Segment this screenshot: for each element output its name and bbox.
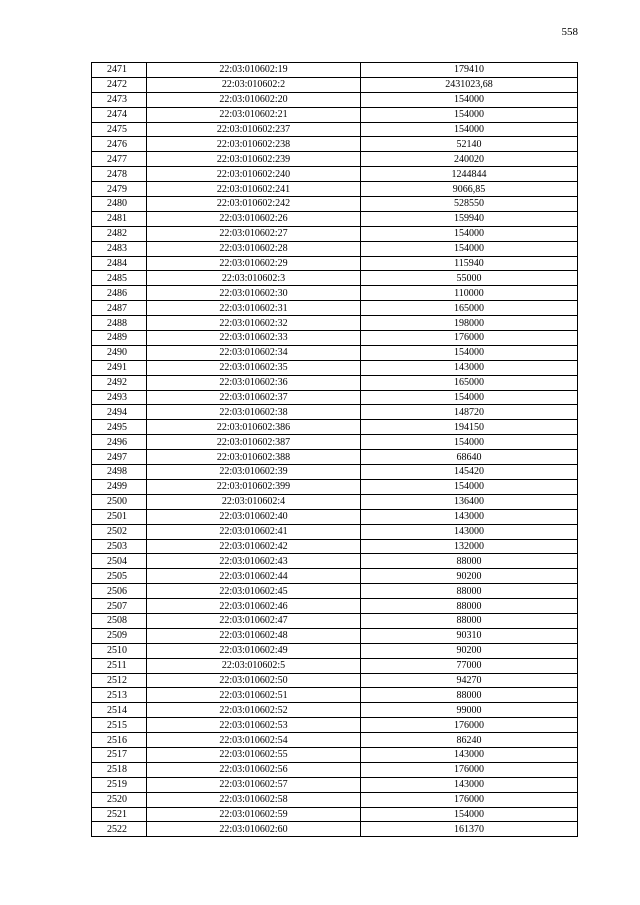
cadastral-value-table (91, 62, 578, 837)
row-number-cell: 2488 (92, 316, 147, 331)
row-number-cell: 2482 (92, 226, 147, 241)
cadastral-number-cell: 22:03:010602:32 (147, 316, 361, 331)
table-row (92, 584, 578, 599)
value-cell: 68640 (361, 450, 578, 465)
row-number-cell: 2505 (92, 569, 147, 584)
table-body (92, 63, 578, 837)
value-cell: 159940 (361, 211, 578, 226)
value-cell: 154000 (361, 390, 578, 405)
cadastral-number-cell: 22:03:010602:43 (147, 554, 361, 569)
value-cell: 2431023,68 (361, 77, 578, 92)
cadastral-number-cell: 22:03:010602:36 (147, 375, 361, 390)
cadastral-number-cell: 22:03:010602:45 (147, 584, 361, 599)
row-number-cell: 2487 (92, 301, 147, 316)
cadastral-number-cell: 22:03:010602:19 (147, 63, 361, 78)
cadastral-number-cell: 22:03:010602:34 (147, 345, 361, 360)
table-row (92, 807, 578, 822)
value-cell: 154000 (361, 479, 578, 494)
cadastral-number-cell: 22:03:010602:28 (147, 241, 361, 256)
table-row (92, 167, 578, 182)
row-number-cell: 2481 (92, 211, 147, 226)
row-number-cell: 2517 (92, 747, 147, 762)
row-number-cell: 2504 (92, 554, 147, 569)
value-cell: 148720 (361, 405, 578, 420)
table-row (92, 375, 578, 390)
cadastral-number-cell: 22:03:010602:39 (147, 465, 361, 480)
value-cell: 136400 (361, 494, 578, 509)
table-row (92, 792, 578, 807)
value-cell: 154000 (361, 226, 578, 241)
row-number-cell: 2502 (92, 524, 147, 539)
row-number-cell: 2479 (92, 182, 147, 197)
table-row (92, 182, 578, 197)
cadastral-number-cell: 22:03:010602:52 (147, 703, 361, 718)
value-cell: 165000 (361, 375, 578, 390)
table-row (92, 494, 578, 509)
value-cell: 86240 (361, 733, 578, 748)
table-row (92, 390, 578, 405)
row-number-cell: 2471 (92, 63, 147, 78)
cadastral-number-cell: 22:03:010602:388 (147, 450, 361, 465)
row-number-cell: 2506 (92, 584, 147, 599)
table-row (92, 762, 578, 777)
table-row (92, 777, 578, 792)
row-number-cell: 2493 (92, 390, 147, 405)
row-number-cell: 2510 (92, 643, 147, 658)
cadastral-number-cell: 22:03:010602:51 (147, 688, 361, 703)
value-cell: 161370 (361, 822, 578, 837)
table-row (92, 524, 578, 539)
value-cell: 88000 (361, 584, 578, 599)
row-number-cell: 2494 (92, 405, 147, 420)
cadastral-number-cell: 22:03:010602:56 (147, 762, 361, 777)
cadastral-number-cell: 22:03:010602:47 (147, 613, 361, 628)
row-number-cell: 2499 (92, 479, 147, 494)
value-cell: 90200 (361, 643, 578, 658)
value-cell: 77000 (361, 658, 578, 673)
cadastral-number-cell: 22:03:010602:50 (147, 673, 361, 688)
cadastral-number-cell: 22:03:010602:26 (147, 211, 361, 226)
value-cell: 90200 (361, 569, 578, 584)
cadastral-number-cell: 22:03:010602:20 (147, 92, 361, 107)
table-row (92, 688, 578, 703)
table-row (92, 360, 578, 375)
table-row (92, 479, 578, 494)
table-row (92, 673, 578, 688)
value-cell: 194150 (361, 420, 578, 435)
cadastral-number-cell: 22:03:010602:35 (147, 360, 361, 375)
row-number-cell: 2503 (92, 539, 147, 554)
row-number-cell: 2519 (92, 777, 147, 792)
table-row (92, 256, 578, 271)
table-row (92, 613, 578, 628)
table-row (92, 122, 578, 137)
row-number-cell: 2496 (92, 435, 147, 450)
cadastral-number-cell: 22:03:010602:5 (147, 658, 361, 673)
cadastral-number-cell: 22:03:010602:399 (147, 479, 361, 494)
table-row (92, 420, 578, 435)
value-cell: 240020 (361, 152, 578, 167)
table-row (92, 450, 578, 465)
cadastral-number-cell: 22:03:010602:2 (147, 77, 361, 92)
row-number-cell: 2484 (92, 256, 147, 271)
table-row (92, 345, 578, 360)
value-cell: 88000 (361, 599, 578, 614)
cadastral-number-cell: 22:03:010602:21 (147, 107, 361, 122)
cadastral-number-cell: 22:03:010602:59 (147, 807, 361, 822)
cadastral-number-cell: 22:03:010602:44 (147, 569, 361, 584)
row-number-cell: 2480 (92, 197, 147, 212)
table-row (92, 703, 578, 718)
value-cell: 154000 (361, 807, 578, 822)
value-cell: 52140 (361, 137, 578, 152)
table-row (92, 77, 578, 92)
cadastral-number-cell: 22:03:010602:240 (147, 167, 361, 182)
row-number-cell: 2522 (92, 822, 147, 837)
table-row (92, 241, 578, 256)
row-number-cell: 2500 (92, 494, 147, 509)
value-cell: 154000 (361, 241, 578, 256)
row-number-cell: 2509 (92, 628, 147, 643)
cadastral-number-cell: 22:03:010602:57 (147, 777, 361, 792)
row-number-cell: 2486 (92, 286, 147, 301)
value-cell: 143000 (361, 777, 578, 792)
row-number-cell: 2489 (92, 331, 147, 346)
value-cell: 88000 (361, 688, 578, 703)
value-cell: 94270 (361, 673, 578, 688)
cadastral-number-cell: 22:03:010602:33 (147, 331, 361, 346)
table-row (92, 465, 578, 480)
row-number-cell: 2515 (92, 718, 147, 733)
table-row (92, 822, 578, 837)
row-number-cell: 2491 (92, 360, 147, 375)
row-number-cell: 2508 (92, 613, 147, 628)
value-cell: 110000 (361, 286, 578, 301)
cadastral-number-cell: 22:03:010602:54 (147, 733, 361, 748)
cadastral-number-cell: 22:03:010602:4 (147, 494, 361, 509)
row-number-cell: 2490 (92, 345, 147, 360)
cadastral-number-cell: 22:03:010602:55 (147, 747, 361, 762)
value-cell: 1244844 (361, 167, 578, 182)
row-number-cell: 2501 (92, 509, 147, 524)
row-number-cell: 2512 (92, 673, 147, 688)
row-number-cell: 2472 (92, 77, 147, 92)
cadastral-number-cell: 22:03:010602:38 (147, 405, 361, 420)
value-cell: 154000 (361, 345, 578, 360)
table-row (92, 316, 578, 331)
cadastral-number-cell: 22:03:010602:31 (147, 301, 361, 316)
cadastral-number-cell: 22:03:010602:46 (147, 599, 361, 614)
value-cell: 154000 (361, 92, 578, 107)
cadastral-number-cell: 22:03:010602:60 (147, 822, 361, 837)
value-cell: 176000 (361, 718, 578, 733)
value-cell: 154000 (361, 107, 578, 122)
cadastral-number-cell: 22:03:010602:238 (147, 137, 361, 152)
value-cell: 154000 (361, 435, 578, 450)
value-cell: 143000 (361, 509, 578, 524)
table-row (92, 301, 578, 316)
value-cell: 198000 (361, 316, 578, 331)
table-row (92, 718, 578, 733)
cadastral-number-cell: 22:03:010602:237 (147, 122, 361, 137)
value-cell: 145420 (361, 465, 578, 480)
table-row (92, 331, 578, 346)
cadastral-number-cell: 22:03:010602:387 (147, 435, 361, 450)
table-row (92, 435, 578, 450)
row-number-cell: 2514 (92, 703, 147, 718)
value-cell: 179410 (361, 63, 578, 78)
row-number-cell: 2473 (92, 92, 147, 107)
cadastral-number-cell: 22:03:010602:48 (147, 628, 361, 643)
cadastral-number-cell: 22:03:010602:30 (147, 286, 361, 301)
value-cell: 115940 (361, 256, 578, 271)
row-number-cell: 2521 (92, 807, 147, 822)
value-cell: 99000 (361, 703, 578, 718)
cadastral-number-cell: 22:03:010602:242 (147, 197, 361, 212)
table-row (92, 197, 578, 212)
value-cell: 165000 (361, 301, 578, 316)
table-row (92, 211, 578, 226)
value-cell: 90310 (361, 628, 578, 643)
table-row (92, 628, 578, 643)
row-number-cell: 2476 (92, 137, 147, 152)
row-number-cell: 2475 (92, 122, 147, 137)
row-number-cell: 2497 (92, 450, 147, 465)
table-row (92, 643, 578, 658)
row-number-cell: 2492 (92, 375, 147, 390)
row-number-cell: 2513 (92, 688, 147, 703)
value-cell: 88000 (361, 613, 578, 628)
row-number-cell: 2485 (92, 271, 147, 286)
cadastral-number-cell: 22:03:010602:241 (147, 182, 361, 197)
cadastral-number-cell: 22:03:010602:37 (147, 390, 361, 405)
row-number-cell: 2477 (92, 152, 147, 167)
table-row (92, 747, 578, 762)
row-number-cell: 2518 (92, 762, 147, 777)
row-number-cell: 2511 (92, 658, 147, 673)
row-number-cell: 2520 (92, 792, 147, 807)
value-cell: 9066,85 (361, 182, 578, 197)
table-row (92, 554, 578, 569)
value-cell: 132000 (361, 539, 578, 554)
value-cell: 143000 (361, 360, 578, 375)
table-row (92, 137, 578, 152)
cadastral-number-cell: 22:03:010602:41 (147, 524, 361, 539)
value-cell: 154000 (361, 122, 578, 137)
value-cell: 176000 (361, 331, 578, 346)
cadastral-number-cell: 22:03:010602:42 (147, 539, 361, 554)
cadastral-number-cell: 22:03:010602:27 (147, 226, 361, 241)
table-row (92, 539, 578, 554)
cadastral-number-cell: 22:03:010602:239 (147, 152, 361, 167)
value-cell: 176000 (361, 792, 578, 807)
value-cell: 55000 (361, 271, 578, 286)
table-row (92, 599, 578, 614)
row-number-cell: 2495 (92, 420, 147, 435)
cadastral-number-cell: 22:03:010602:58 (147, 792, 361, 807)
row-number-cell: 2498 (92, 465, 147, 480)
table-row (92, 509, 578, 524)
row-number-cell: 2483 (92, 241, 147, 256)
row-number-cell: 2507 (92, 599, 147, 614)
table-row (92, 92, 578, 107)
value-cell: 176000 (361, 762, 578, 777)
value-cell: 143000 (361, 747, 578, 762)
row-number-cell: 2474 (92, 107, 147, 122)
cadastral-number-cell: 22:03:010602:29 (147, 256, 361, 271)
table-row (92, 152, 578, 167)
cadastral-number-cell: 22:03:010602:386 (147, 420, 361, 435)
table-row (92, 226, 578, 241)
value-cell: 88000 (361, 554, 578, 569)
table-row (92, 405, 578, 420)
cadastral-number-cell: 22:03:010602:53 (147, 718, 361, 733)
table-row (92, 271, 578, 286)
value-cell: 528550 (361, 197, 578, 212)
table-row (92, 107, 578, 122)
cadastral-number-cell: 22:03:010602:40 (147, 509, 361, 524)
row-number-cell: 2478 (92, 167, 147, 182)
table-row (92, 286, 578, 301)
cadastral-number-cell: 22:03:010602:49 (147, 643, 361, 658)
table-row (92, 658, 578, 673)
table-row (92, 733, 578, 748)
table-row (92, 569, 578, 584)
cadastral-number-cell: 22:03:010602:3 (147, 271, 361, 286)
row-number-cell: 2516 (92, 733, 147, 748)
page-number: 558 (561, 26, 578, 38)
value-cell: 143000 (361, 524, 578, 539)
table-row (92, 63, 578, 78)
